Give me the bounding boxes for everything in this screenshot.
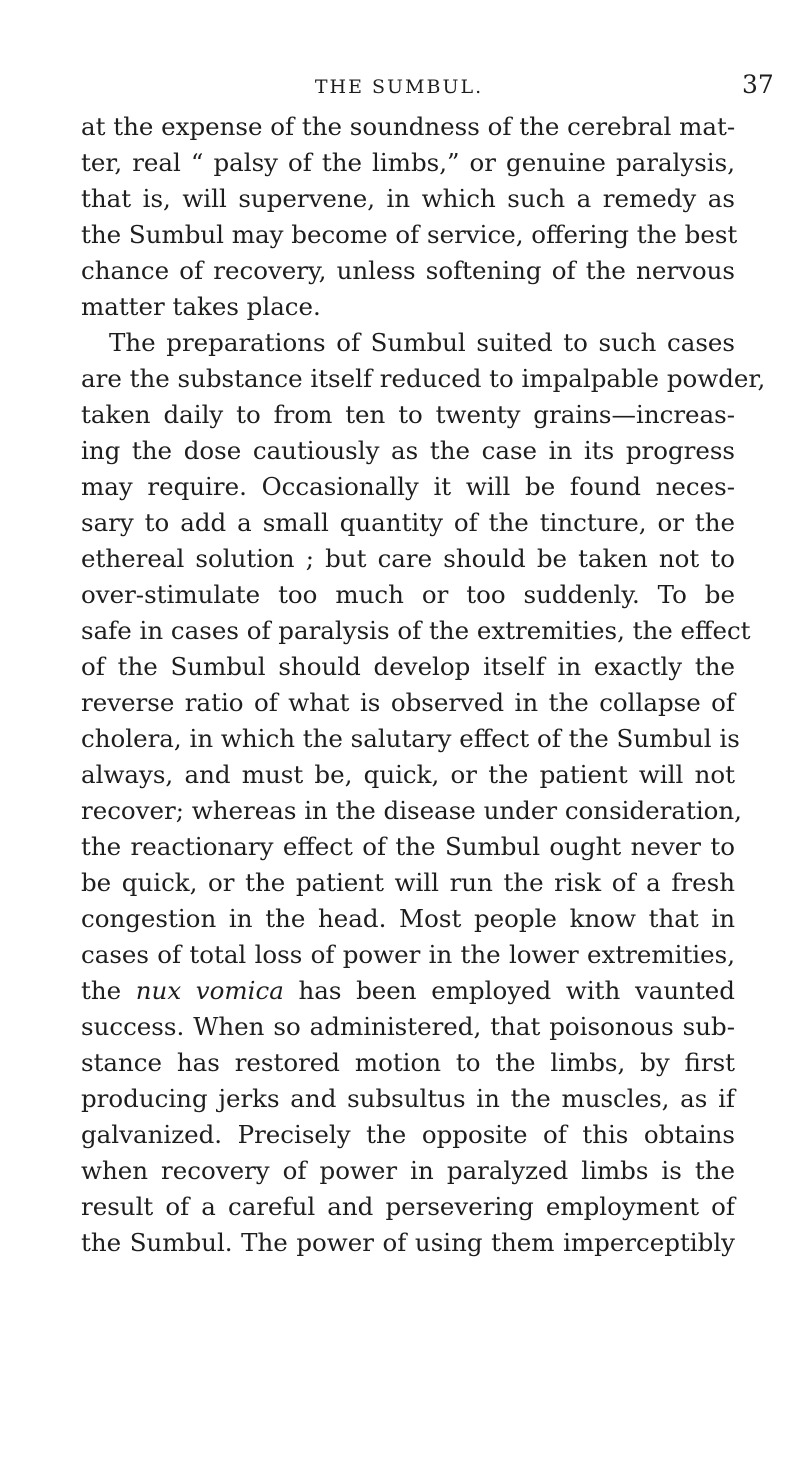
text-line: chance of recovery, unless softening of the nervous	[81, 256, 735, 285]
text-line: when recovery of power in paralyzed limbs is the	[81, 1156, 735, 1185]
text-line: may require. Occasionally it will be found neces-	[81, 472, 735, 501]
text-line: are the substance itself reduced to impalpable powder,	[81, 364, 766, 393]
text-line: sary to add a small quantity of the tincture, or the	[81, 508, 735, 537]
text-line: be quick, or the patient will run the risk of a fresh	[81, 868, 735, 897]
text-line: that is, will supervene, in which such a remedy as	[81, 184, 735, 213]
text-line: safe in cases of paralysis of the extremities, the effect	[81, 616, 751, 645]
text-line	[81, 973, 735, 1009]
text-line: success. When so administered, that poisonous sub-	[81, 1012, 735, 1041]
text-line: producing jerks and subsultus in the muscles, as if	[81, 1084, 735, 1113]
text-line: cases of total loss of power in the lower extremities,	[81, 940, 735, 969]
text-line: The preparations of Sumbul suited to such cases	[109, 328, 735, 357]
text-line: the Sumbul. The power of using them imperceptibly	[81, 1228, 735, 1257]
text-line: galvanized. Precisely the opposite of this obtains	[81, 1120, 735, 1149]
page-number: 37	[742, 70, 774, 99]
text-line: at the expense of the soundness of the cerebral mat-	[81, 112, 736, 141]
text-line: cholera, in which the salutary effect of the Sumbul is	[81, 724, 740, 753]
text-run: has been employed with vaunted	[283, 976, 735, 1005]
text-line: reverse ratio of what is observed in the collapse of	[81, 688, 735, 717]
text-run: the	[81, 976, 136, 1005]
text-line: the Sumbul may become of service, offering the best	[81, 220, 738, 249]
text-line: recover; whereas in the disease under consideration,	[81, 796, 742, 825]
text-line: ing the dose cautiously as the case in its progress	[81, 436, 735, 465]
text-line: result of a careful and persevering employment of	[81, 1192, 735, 1221]
text-line: the reactionary effect of the Sumbul ought never to	[81, 832, 735, 861]
text-line: ethereal solution ; but care should be taken not to	[81, 544, 735, 573]
text-line: matter takes place.	[81, 292, 321, 321]
text-line: taken daily to from ten to twenty grains—increas-	[81, 400, 735, 429]
text-line: ter, real “ palsy of the limbs,” or genuine paralysis,	[81, 148, 735, 177]
running-title: THE SUMBUL.	[314, 76, 484, 98]
italic-term: nux vomica	[135, 976, 284, 1005]
text-line: over-stimulate too much or too suddenly. To be	[81, 580, 735, 609]
text-line: always, and must be, quick, or the patient will not	[81, 760, 735, 789]
text-line: stance has restored motion to the limbs, by first	[81, 1048, 735, 1077]
text-line: of the Sumbul should develop itself in exactly the	[81, 652, 735, 681]
text-line: congestion in the head. Most people know that in	[81, 904, 735, 933]
